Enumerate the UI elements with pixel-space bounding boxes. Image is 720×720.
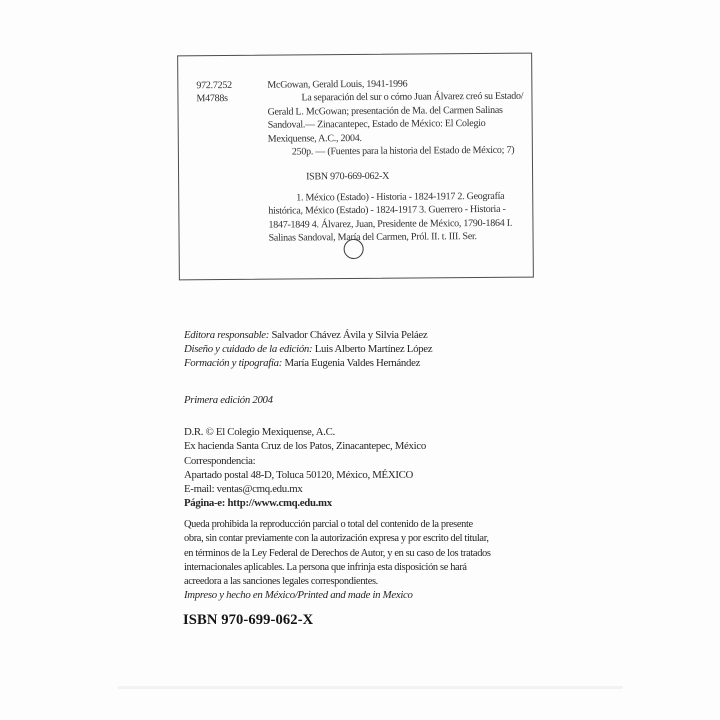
catalog-entry-line: Mexiquense, A.C., 2004. — [267, 132, 362, 145]
credit-value: Salvador Chávez Ávila y Silvia Peláez — [269, 329, 428, 341]
call-number — [196, 79, 232, 106]
catalog-entry-line: 250p. — (Fuentes para la historia del Estado de México; 7) — [291, 144, 515, 158]
catalog-entry-line: Sandoval.— Zinacantepec, Estado de México: El Colegio — [267, 118, 486, 131]
credit-label: Editora responsable: — [184, 329, 270, 341]
credit-label: Formación y tipografía: — [184, 356, 283, 369]
catalog-subject-line: Salinas Sandoval, María del Carmen, Pról. II. t. III. Ser. — [268, 231, 477, 244]
legal-line: en términos de la Ley Federal de Derechos de Autor, y en su caso de los tratados — [184, 547, 491, 559]
legal-line: Queda prohibida la reproducción parcial o total del contenido de la presente — [184, 519, 473, 530]
credit-line — [184, 343, 432, 357]
call-number-line: M4788s — [196, 93, 228, 105]
catalog-isbn: ISBN 970-669-062-X — [306, 170, 390, 183]
publisher-email-line: E-mail: ventas@cmq.edu.mx — [184, 483, 303, 496]
legal-notice — [184, 518, 491, 589]
publisher-block — [184, 425, 426, 511]
catalog-subject-line: histórica, México (Estado) - 1824-1917 3. Guerrero - Historia - — [268, 204, 506, 218]
catalog-subjects — [268, 190, 538, 246]
editorial-credits — [184, 329, 432, 370]
legal-line: internacionales aplicables. La persona que infrinja esta disposición se hará — [184, 561, 467, 573]
circle-ornament — [344, 239, 364, 259]
credit-line — [184, 357, 432, 371]
catalog-subject-line: 1847-1849 4. Álvarez, Juan, Presidente de México, 1790-1864 I. — [268, 217, 513, 231]
catalog-entry-line: La separación del sur o cómo Juan Álvarez creó su Estado/ — [301, 91, 524, 104]
edition-note: Primera edición 2004 — [184, 394, 273, 406]
publisher-address-line: Ex hacienda Santa Cruz de los Patos, Zinacantepec, México — [184, 440, 426, 453]
catalog-card-box — [177, 53, 534, 281]
catalog-subject-line: 1. México (Estado) - Historia - 1824-1917 2. Geografía — [296, 190, 505, 204]
publisher-address-line: Correspondencia: — [184, 454, 256, 467]
catalog-entry-line: Gerald L. McGowan; presentación de Ma. del Carmen Salinas — [267, 104, 503, 118]
credit-line — [184, 329, 432, 343]
catalog-entry-line: McGowan, Gerald Louis, 1941-1996 — [267, 78, 408, 91]
isbn-number: ISBN 970-699-062-X — [183, 612, 314, 628]
legal-line: acreedora a las sanciones legales correspondientes. — [184, 576, 378, 588]
legal-line: obra, sin contar previamente con la autorización expresa y por escrito del titular, — [184, 533, 489, 545]
credit-value: María Eugenia Valdes Hernández — [282, 356, 421, 369]
call-number-line: 972.7252 — [196, 79, 232, 92]
credit-value: Luis Alberto Martínez López — [312, 342, 433, 355]
catalog-entry — [267, 77, 538, 160]
scan-artifact-line — [118, 686, 623, 689]
publisher-website-line: Página-e: http://www.cmq.edu.mx — [184, 497, 332, 510]
printed-in-mexico-note: Impreso y hecho en México/Printed and made in Mexico — [184, 589, 413, 601]
copyright-line: D.R. © El Colegio Mexiquense, A.C. — [184, 426, 335, 438]
credit-label: Diseño y cuidado de la edición: — [184, 342, 313, 355]
publisher-address-line: Apartado postal 48-D, Toluca 50120, México, MÉXICO — [184, 468, 414, 481]
